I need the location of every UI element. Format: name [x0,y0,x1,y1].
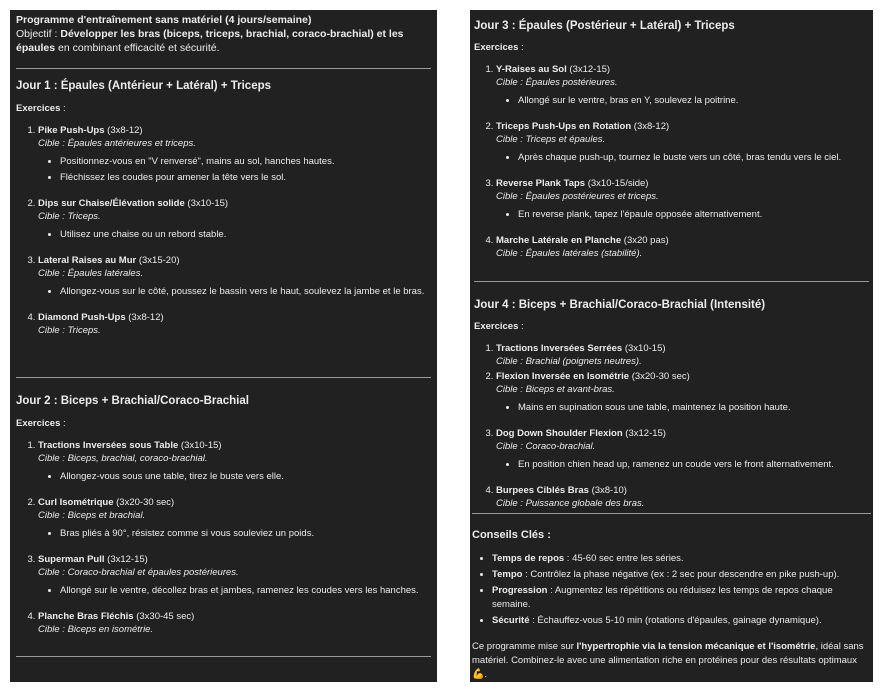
day-2-exercise-list [16,439,431,636]
divider [16,656,431,657]
list-item: 4. Diamond Push-Ups (3x8-12) Cible : Triceps. [38,311,431,337]
exercise-target: Cible : Brachial (poignets neutres). [496,356,642,367]
divider [16,68,431,69]
exercise-target: Cible : Épaules postérieures et triceps. [496,191,659,202]
list-item: • Temps de repos : 45-60 sec entre les séries. [492,552,871,566]
list-item: 2. Curl Isométrique (3x20-30 sec) Cible : Biceps et brachial. • Bras pliés à 90°, résistez comme si vous souleviez un poids. [38,496,431,541]
exercise-detail: • Positionnez-vous en "V renversé", mains au sol, hanches hautes. [60,155,431,169]
exercise-target: Cible : Coraco-brachial et épaules postérieures. [38,567,239,578]
divider [472,513,871,514]
exercise-detail: • Allongé sur le ventre, bras en Y, soulevez la poitrine. [518,94,869,108]
chat-message-panel [470,510,873,682]
list-item: 3. Reverse Plank Taps (3x10-15/side) Cible : Épaules postérieures et triceps. • En reverse plank, tapez l'épaule opposée alternativement. [496,177,869,222]
exercise-detail: • En position chien head up, ramenez un coude vers le front alternativement. [518,458,869,472]
exercise-target: Cible : Épaules latérales (stabilité). [496,248,643,259]
conseils-list [472,552,871,628]
list-item: 1. Tractions Inversées sous Table (3x10-15) Cible : Biceps, brachial, coraco-brachial. • Allongez-vous sous une table, tirez le buste vers elle. [38,439,431,484]
exercise-target: Cible : Biceps et brachial. [38,510,146,521]
exercise-detail: • Utilisez une chaise ou un rebord stable. [60,228,431,242]
day-4-exercise-list [474,342,869,510]
day-4-title: Jour 4 : Biceps + Brachial/Coraco-Brachial (Intensité) [474,299,766,311]
exercise-target: Cible : Épaules latérales. [38,268,144,279]
exercise-detail: • Bras pliés à 90°, résistez comme si vous souleviez un poids. [60,527,431,541]
day-3-title: Jour 3 : Épaules (Postérieur + Latéral) + Triceps [474,20,735,32]
exercise-target: Cible : Biceps, brachial, coraco-brachial. [38,453,208,464]
list-item: • Tempo : Contrôlez la phase négative (ex : 2 sec pour descendre en pike push-up). [492,568,871,582]
conseils-title: Conseils Clés : [472,529,551,541]
chat-message-panel [10,10,437,370]
list-item: 3. Superman Pull (3x12-15) Cible : Coraco-brachial et épaules postérieures. • Allongé sur le ventre, décollez bras et jambes, ramenez les coudes vers les hanches. [38,553,431,598]
exercise-target: Cible : Biceps en isométrie. [38,624,154,635]
program-title: Programme d'entraînement sans matériel (4 jours/semaine) [16,14,312,26]
list-item: 2. Dips sur Chaise/Élévation solide (3x10-15) Cible : Triceps. • Utilisez une chaise ou un rebord stable. [38,197,431,242]
list-item: • Sécurité : Échauffez-vous 5-10 min (rotations d'épaules, gainage dynamique). [492,614,871,628]
list-item: 3. Dog Down Shoulder Flexion (3x12-15) Cible : Coraco-brachial. • En position chien head up, ramenez un coude vers le front alternativement. [496,427,869,472]
exercises-label: Exercices : [474,42,524,53]
list-item: • Progression : Augmentez les répétitions ou réduisez les temps de repos chaque semaine. [492,584,871,612]
exercise-detail: • Après chaque push-up, tournez le buste vers un côté, bras tendu vers le ciel. [518,151,869,165]
chat-message-panel [10,370,437,682]
exercise-detail: • Fléchissez les coudes pour amener la tête vers le sol. [60,171,431,185]
program-conclusion: Ce programme mise sur l'hypertrophie via la tension mécanique et l'isométrie, idéal sans matériel. Combinez-le avec une alimentation riche en protéines pour des résultats optimaux 💪. [472,641,864,680]
divider [16,377,431,378]
exercise-detail: • Allongez-vous sous une table, tirez le buste vers elle. [60,470,431,484]
list-item: 1. Tractions Inversées Serrées (3x10-15) Cible : Brachial (poignets neutres). [496,342,869,368]
day-2-title: Jour 2 : Biceps + Brachial/Coraco-Brachial [16,395,249,407]
list-item: 2. Triceps Push-Ups en Rotation (3x8-12) Cible : Triceps et épaules. • Après chaque push-up, tournez le buste vers un côté, bras tendu vers le ciel. [496,120,869,165]
chat-message-panel [470,10,873,510]
exercise-detail: • Allongé sur le ventre, décollez bras et jambes, ramenez les coudes vers les hanches. [60,584,431,598]
exercise-detail: • Allongez-vous sur le côté, poussez le bassin vers le haut, soulevez la jambe et le bras. [60,285,431,299]
exercises-label: Exercices : [16,103,66,114]
exercise-target: Cible : Triceps. [38,325,101,336]
exercise-target: Cible : Puissance globale des bras. [496,498,645,509]
day-1-exercise-list [16,124,431,337]
list-item: 1. Y-Raises au Sol (3x12-15) Cible : Épaules postérieures. • Allongé sur le ventre, bras en Y, soulevez la poitrine. [496,63,869,108]
program-objective: Objectif : Développer les bras (biceps, triceps, brachial, coraco-brachial) et les épaules en combinant efficacité et sécurité. [16,28,404,54]
exercise-target: Cible : Triceps. [38,211,101,222]
exercise-detail: • Mains en supination sous une table, maintenez la position haute. [518,401,869,415]
list-item: 3. Lateral Raises au Mur (3x15-20) Cible : Épaules latérales. • Allongez-vous sur le côté, poussez le bassin vers le haut, soulevez la jambe et le bras. [38,254,431,299]
exercise-detail: • En reverse plank, tapez l'épaule opposée alternativement. [518,208,869,222]
list-item: 2. Flexion Inversée en Isométrie (3x20-30 sec) Cible : Biceps et avant-bras. • Mains en supination sous une table, maintenez la position haute. [496,370,869,415]
exercise-target: Cible : Biceps et avant-bras. [496,384,615,395]
list-item: 4. Planche Bras Fléchis (3x30-45 sec) Cible : Biceps en isométrie. [38,610,431,636]
list-item: 4. Marche Latérale en Planche (3x20 pas) Cible : Épaules latérales (stabilité). [496,234,869,260]
divider [474,281,869,282]
program-intro [16,13,431,55]
exercise-target: Cible : Coraco-brachial. [496,441,596,452]
exercise-target: Cible : Épaules postérieures. [496,77,618,88]
day-3-exercise-list [474,63,869,260]
exercise-target: Cible : Épaules antérieures et triceps. [38,138,196,149]
exercises-label: Exercices : [16,418,66,429]
flexed-biceps-icon: 💪 [472,669,485,680]
list-item: 4. Burpees Ciblés Bras (3x8-10) Cible : Puissance globale des bras. [496,484,869,510]
exercises-label: Exercices : [474,321,524,332]
list-item: 1. Pike Push-Ups (3x8-12) Cible : Épaules antérieures et triceps. • Positionnez-vous en "V renversé", mains au sol, hanches hautes. • Fléchissez les coudes pour amener la tête vers le sol. [38,124,431,185]
day-1-title: Jour 1 : Épaules (Antérieur + Latéral) + Triceps [16,80,272,92]
exercise-target: Cible : Triceps et épaules. [496,134,606,145]
